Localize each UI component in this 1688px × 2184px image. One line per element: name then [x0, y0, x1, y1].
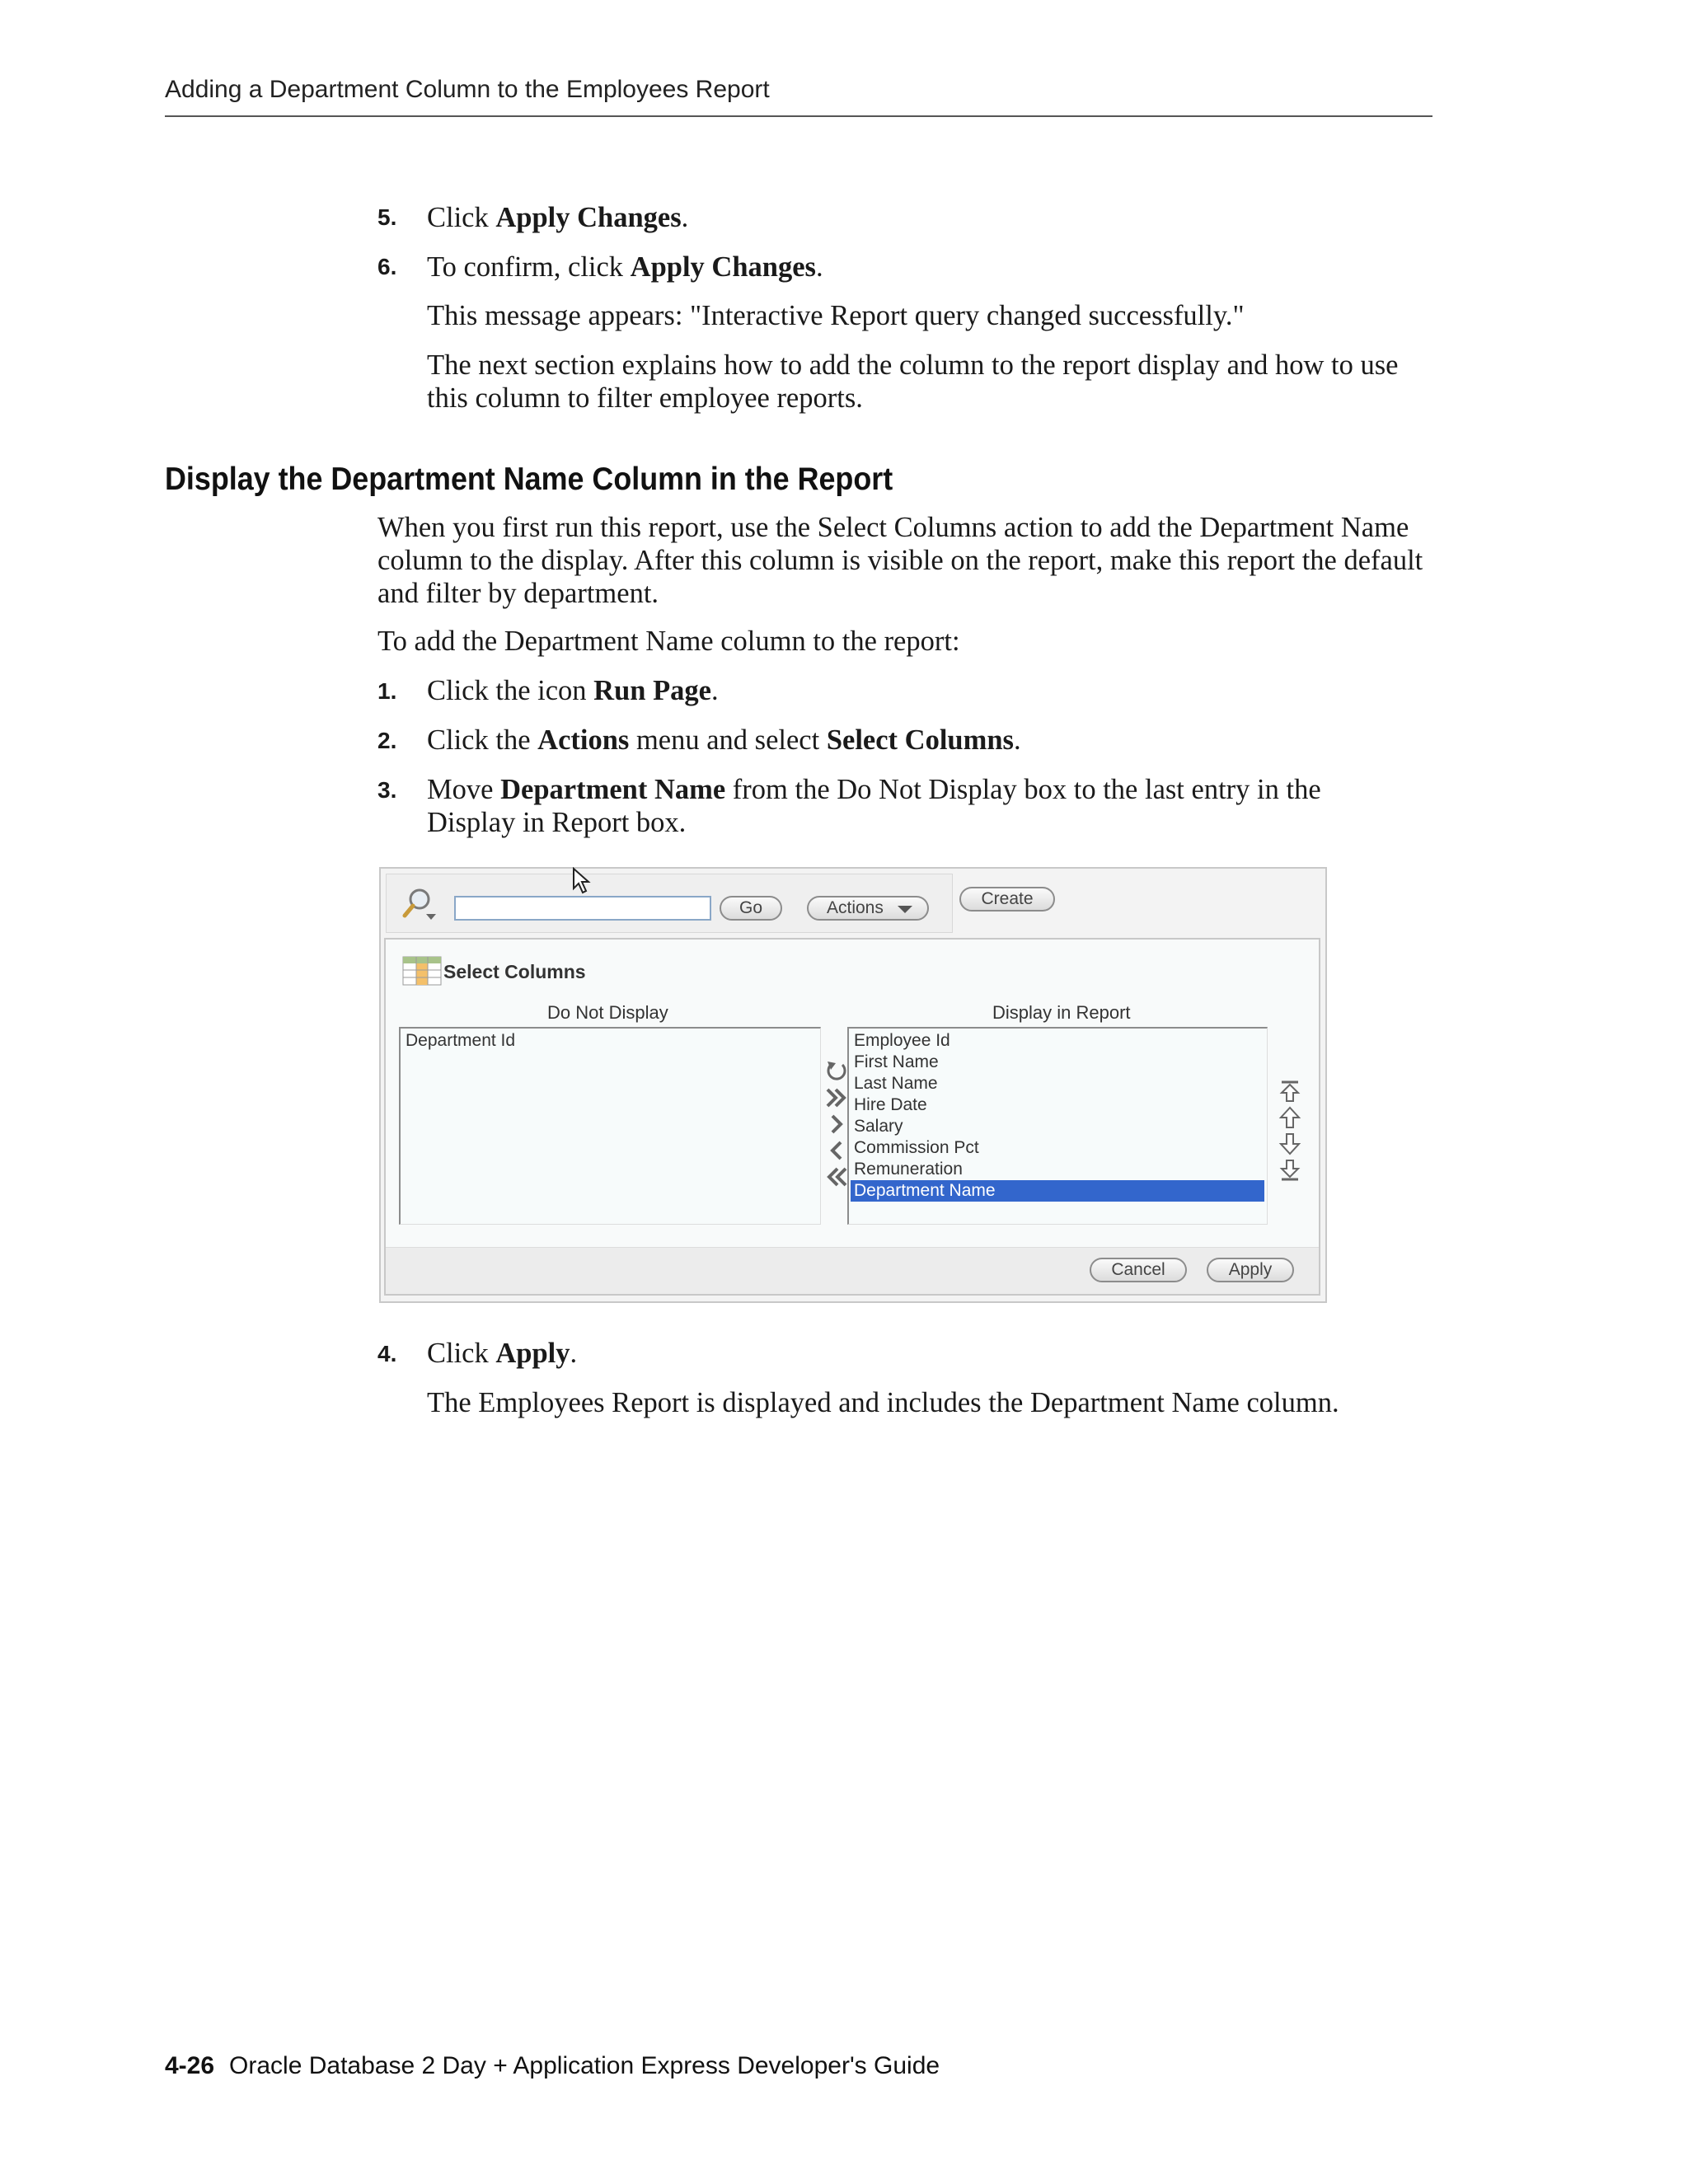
actions-button[interactable]: [807, 896, 929, 921]
step-3-text: Move Department Name from the Do Not Display box to the last entry in the Display in Report box.: [427, 774, 1321, 838]
mouse-cursor-icon: [572, 867, 592, 895]
list-item[interactable]: Commission Pct: [854, 1138, 979, 1157]
panel-footer: [386, 1247, 1319, 1294]
panel-title: Select Columns: [443, 961, 586, 982]
move-all-left-icon[interactable]: [824, 1165, 849, 1188]
go-button[interactable]: Go: [720, 896, 782, 921]
display-in-report-label: Display in Report: [992, 1002, 1131, 1023]
list-item[interactable]: Salary: [854, 1117, 903, 1136]
next-section-text: The next section explains how to add the column to the report display and how to use this column to filter employee reports.: [427, 349, 1399, 414]
step-number: 2.: [377, 728, 397, 753]
list-item[interactable]: Hire Date: [854, 1095, 927, 1114]
list-item-selected[interactable]: Department Name: [851, 1180, 1264, 1202]
step-number: 5.: [377, 204, 397, 230]
message-text: This message appears: "Interactive Report query changed successfully.": [427, 300, 1245, 331]
section-intro: When you first run this report, use the Select Columns action to add the Department Name column to the display. After this column is visible on the report, make this report the default and filter by department.: [377, 512, 1423, 609]
step-number: 3.: [377, 777, 397, 803]
do-not-display-list[interactable]: [399, 1027, 821, 1225]
select-columns-panel: [384, 938, 1320, 1296]
report-toolbar: [386, 874, 953, 933]
list-item[interactable]: Department Id: [406, 1031, 516, 1050]
section-heading: Display the Department Name Column in the Report: [165, 462, 893, 497]
do-not-display-label: Do Not Display: [547, 1002, 668, 1023]
chevron-down-icon: [898, 906, 912, 913]
book-title: Oracle Database 2 Day + Application Express Developer's Guide: [229, 2052, 940, 2079]
step-4-text: Click Apply.: [427, 1338, 578, 1369]
step-number: 4.: [377, 1341, 397, 1366]
search-icon[interactable]: [401, 886, 439, 924]
move-right-icon[interactable]: [824, 1113, 849, 1136]
move-down-icon[interactable]: [1278, 1132, 1302, 1155]
search-input[interactable]: [454, 896, 711, 921]
header-rule: [165, 115, 1432, 117]
step-6-text: To confirm, click Apply Changes.: [427, 251, 823, 283]
move-bottom-icon[interactable]: [1278, 1159, 1302, 1182]
move-top-icon[interactable]: [1278, 1080, 1302, 1103]
list-item[interactable]: Remuneration: [854, 1160, 963, 1179]
step-number: 1.: [377, 678, 397, 704]
result-text: The Employees Report is displayed and includes the Department Name column.: [427, 1387, 1339, 1418]
list-item[interactable]: Last Name: [854, 1074, 938, 1093]
cancel-button[interactable]: Cancel: [1090, 1258, 1187, 1282]
display-in-report-list[interactable]: [847, 1027, 1268, 1225]
list-item[interactable]: First Name: [854, 1052, 939, 1071]
create-button[interactable]: Create: [959, 887, 1055, 912]
running-header: Adding a Department Column to the Employees Report: [165, 76, 770, 103]
select-columns-screenshot: [379, 867, 1327, 1303]
step-2-text: Click the Actions menu and select Select Columns.: [427, 724, 1021, 756]
reset-icon[interactable]: [824, 1060, 849, 1083]
page-footer: [165, 2052, 940, 2080]
list-item[interactable]: Employee Id: [854, 1031, 950, 1050]
step-1-text: Click the icon Run Page.: [427, 675, 719, 706]
page-number: 4-26: [165, 2052, 215, 2079]
move-left-icon[interactable]: [824, 1139, 849, 1162]
move-up-icon[interactable]: [1278, 1106, 1302, 1129]
section-lead: To add the Department Name column to the report:: [377, 626, 960, 657]
actions-label: Actions: [827, 898, 884, 917]
step-5-text: Click Apply Changes.: [427, 202, 689, 233]
step-number: 6.: [377, 254, 397, 279]
move-all-right-icon[interactable]: [824, 1086, 849, 1109]
table-icon: [402, 956, 442, 986]
apply-button[interactable]: Apply: [1207, 1258, 1294, 1282]
